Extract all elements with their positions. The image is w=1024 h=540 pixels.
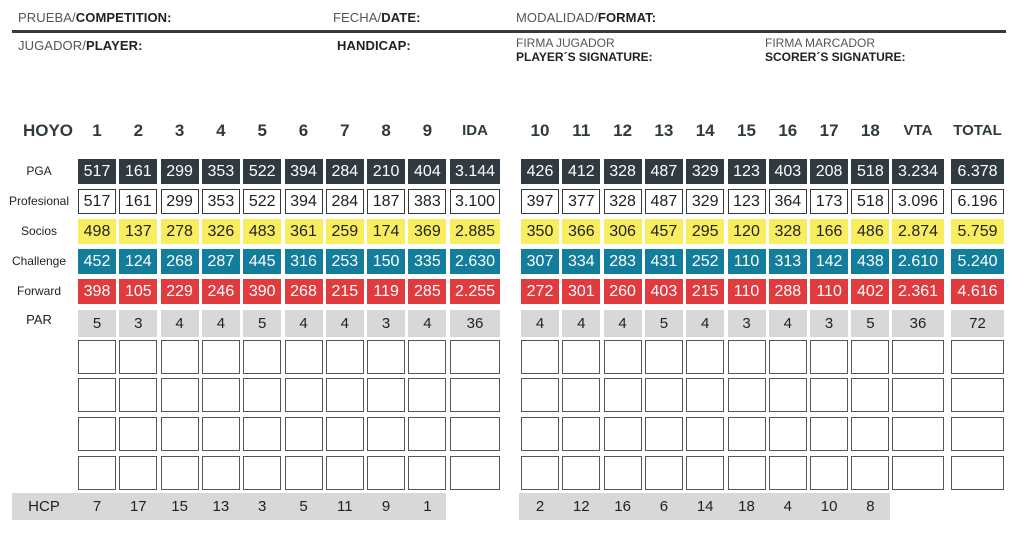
yardage-cell: 431 xyxy=(645,249,683,274)
hcp-cell: 9 xyxy=(367,493,405,520)
par-cell: 4 xyxy=(562,310,600,337)
yardage-cell: 522 xyxy=(243,189,281,214)
yardage-cell: 498 xyxy=(78,219,116,244)
yardage-cell: 335 xyxy=(408,249,446,274)
hole-number: 12 xyxy=(613,121,633,140)
yardage-cell: 299 xyxy=(161,189,199,214)
par-cell: 3 xyxy=(367,310,405,337)
score-input-box[interactable] xyxy=(728,378,766,412)
hcp-cell: 1 xyxy=(408,493,446,520)
tee-label: Forward xyxy=(16,284,61,298)
yardage-cell: 174 xyxy=(367,219,405,244)
yardage-cell: 284 xyxy=(326,159,364,184)
yardage-cell: 252 xyxy=(686,249,724,274)
yardage-cell: 328 xyxy=(769,219,807,244)
yardage-cell: 288 xyxy=(769,279,807,304)
yardage-cell: 487 xyxy=(645,189,683,214)
score-input-box[interactable] xyxy=(408,417,446,451)
hcp-label: HCP xyxy=(12,493,76,520)
header-divider xyxy=(12,30,1006,33)
yardage-cell: 5.759 xyxy=(951,219,1004,244)
score-input-box[interactable] xyxy=(892,417,944,451)
score-input-box[interactable] xyxy=(810,340,848,374)
yardage-cell: 486 xyxy=(851,219,889,244)
score-input-box[interactable] xyxy=(161,417,199,451)
score-input-box[interactable] xyxy=(367,340,405,374)
yardage-cell: 124 xyxy=(119,249,157,274)
yardage-cell: 161 xyxy=(119,159,157,184)
yardage-cell: 5.240 xyxy=(951,249,1004,274)
yardage-cell: 2.630 xyxy=(450,249,500,274)
yardage-cell: 137 xyxy=(119,219,157,244)
score-input-box[interactable] xyxy=(78,340,116,374)
hcp-cell: 4 xyxy=(769,493,807,520)
yardage-cell: 2.610 xyxy=(892,249,944,274)
hcp-cell: 8 xyxy=(851,493,889,520)
yardage-cell: 369 xyxy=(408,219,446,244)
hcp-cell: 14 xyxy=(686,493,724,520)
in-column-label: VTA xyxy=(903,122,933,139)
yardage-cell: 120 xyxy=(728,219,766,244)
hole-number: 14 xyxy=(695,121,715,140)
score-input-box[interactable] xyxy=(521,340,559,374)
hole-number: 5 xyxy=(257,121,267,140)
score-input-box[interactable] xyxy=(686,378,724,412)
format-label: MODALIDAD/FORMAT: xyxy=(516,10,657,25)
score-input-box[interactable] xyxy=(851,340,889,374)
yardage-cell: 403 xyxy=(769,159,807,184)
hcp-cell: 18 xyxy=(728,493,766,520)
yardage-cell: 260 xyxy=(604,279,642,304)
yardage-cell: 483 xyxy=(243,219,281,244)
handicap-label: HANDICAP: xyxy=(337,38,411,53)
score-input-box[interactable] xyxy=(450,417,500,451)
score-input-box[interactable] xyxy=(645,417,683,451)
yardage-cell: 398 xyxy=(78,279,116,304)
score-input-box[interactable] xyxy=(810,417,848,451)
yardage-cell: 210 xyxy=(367,159,405,184)
hole-number: 18 xyxy=(860,121,880,140)
hcp-cell: 10 xyxy=(810,493,848,520)
yardage-cell: 285 xyxy=(408,279,446,304)
score-input-box[interactable] xyxy=(243,456,281,490)
competition-label: PRUEBA/COMPETITION: xyxy=(18,10,172,25)
hole-number: 9 xyxy=(422,121,433,140)
yardage-cell: 2.874 xyxy=(892,219,944,244)
score-input-box[interactable] xyxy=(810,378,848,412)
yardage-cell: 2.255 xyxy=(450,279,500,304)
yardage-cell: 518 xyxy=(851,189,889,214)
score-input-box[interactable] xyxy=(851,456,889,490)
yardage-cell: 166 xyxy=(810,219,848,244)
score-input-box[interactable] xyxy=(769,340,807,374)
score-input-box[interactable] xyxy=(951,456,1004,490)
yardage-cell: 123 xyxy=(728,159,766,184)
score-input-box[interactable] xyxy=(645,340,683,374)
score-input-box[interactable] xyxy=(521,417,559,451)
yardage-cell: 377 xyxy=(562,189,600,214)
hole-number: 4 xyxy=(216,121,226,140)
score-input-box[interactable] xyxy=(769,456,807,490)
score-input-box[interactable] xyxy=(645,378,683,412)
hcp-cell: 17 xyxy=(119,493,157,520)
score-input-box[interactable] xyxy=(119,378,157,412)
score-input-box[interactable] xyxy=(604,340,642,374)
hole-number: 6 xyxy=(298,121,309,140)
score-input-box[interactable] xyxy=(161,378,199,412)
yardage-cell: 329 xyxy=(686,159,724,184)
score-input-box[interactable] xyxy=(161,340,199,374)
score-input-box[interactable] xyxy=(78,378,116,412)
player-signature-label: FIRMA JUGADOR PLAYER´S SIGNATURE: xyxy=(516,36,653,64)
yardage-cell: 295 xyxy=(686,219,724,244)
yardage-cell: 301 xyxy=(562,279,600,304)
hole-number: 3 xyxy=(174,121,185,140)
par-cell: 36 xyxy=(892,310,944,337)
yardage-cell: 403 xyxy=(645,279,683,304)
hole-number: 17 xyxy=(819,121,839,140)
score-input-box[interactable] xyxy=(202,340,240,374)
score-input-box[interactable] xyxy=(243,417,281,451)
score-input-box[interactable] xyxy=(78,456,116,490)
yardage-cell: 187 xyxy=(367,189,405,214)
hcp-cell: 5 xyxy=(285,493,323,520)
yardage-cell: 150 xyxy=(367,249,405,274)
score-input-box[interactable] xyxy=(285,340,323,374)
yardage-cell: 445 xyxy=(243,249,281,274)
score-input-box[interactable] xyxy=(686,340,724,374)
yardage-cell: 287 xyxy=(202,249,240,274)
par-cell: 5 xyxy=(243,310,281,337)
score-input-box[interactable] xyxy=(326,456,364,490)
yardage-cell: 6.378 xyxy=(951,159,1004,184)
yardage-cell: 452 xyxy=(78,249,116,274)
score-input-box[interactable] xyxy=(728,417,766,451)
yardage-cell: 426 xyxy=(521,159,559,184)
total-column-label: TOTAL xyxy=(953,122,1002,139)
hole-number: 11 xyxy=(572,121,591,140)
hole-number: 8 xyxy=(381,121,391,140)
hole-number: 1 xyxy=(92,121,102,140)
yardage-cell: 6.196 xyxy=(951,189,1004,214)
yardage-cell: 4.616 xyxy=(951,279,1004,304)
yardage-cell: 366 xyxy=(562,219,600,244)
yardage-cell: 364 xyxy=(769,189,807,214)
score-input-box[interactable] xyxy=(243,340,281,374)
date-label: FECHA/DATE: xyxy=(333,10,421,25)
hcp-cell: 3 xyxy=(243,493,281,520)
yardage-cell: 457 xyxy=(645,219,683,244)
hcp-cell: 13 xyxy=(202,493,240,520)
yardage-cell: 215 xyxy=(326,279,364,304)
par-label: PAR xyxy=(26,312,52,327)
yardage-cell: 268 xyxy=(285,279,323,304)
score-input-box[interactable] xyxy=(285,417,323,451)
score-input-box[interactable] xyxy=(367,417,405,451)
score-input-box[interactable] xyxy=(604,417,642,451)
yardage-cell: 268 xyxy=(161,249,199,274)
score-input-box[interactable] xyxy=(686,456,724,490)
score-input-box[interactable] xyxy=(202,417,240,451)
yardage-cell: 353 xyxy=(202,159,240,184)
yardage-cell: 334 xyxy=(562,249,600,274)
score-input-box[interactable] xyxy=(119,340,157,374)
par-cell: 4 xyxy=(161,310,199,337)
yardage-cell: 394 xyxy=(285,159,323,184)
yardage-cell: 438 xyxy=(851,249,889,274)
yardage-cell: 353 xyxy=(202,189,240,214)
yardage-cell: 215 xyxy=(686,279,724,304)
score-input-box[interactable] xyxy=(562,340,600,374)
hole-number: 2 xyxy=(133,121,144,140)
yardage-cell: 3.234 xyxy=(892,159,944,184)
yardage-cell: 283 xyxy=(604,249,642,274)
score-input-box[interactable] xyxy=(728,456,766,490)
score-input-box[interactable] xyxy=(892,378,944,412)
yardage-cell: 383 xyxy=(408,189,446,214)
yardage-cell: 326 xyxy=(202,219,240,244)
score-input-box[interactable] xyxy=(285,456,323,490)
score-input-box[interactable] xyxy=(202,456,240,490)
score-input-box[interactable] xyxy=(408,340,446,374)
yardage-cell: 123 xyxy=(728,189,766,214)
score-input-box[interactable] xyxy=(78,417,116,451)
hcp-cell: 11 xyxy=(326,493,364,520)
score-input-box[interactable] xyxy=(604,378,642,412)
score-input-box[interactable] xyxy=(645,456,683,490)
par-cell: 36 xyxy=(450,310,500,337)
yardage-cell: 329 xyxy=(686,189,724,214)
yardage-cell: 397 xyxy=(521,189,559,214)
score-input-box[interactable] xyxy=(851,378,889,412)
yardage-cell: 246 xyxy=(202,279,240,304)
par-cell: 3 xyxy=(119,310,157,337)
score-input-box[interactable] xyxy=(521,378,559,412)
yardage-cell: 284 xyxy=(326,189,364,214)
yardage-cell: 173 xyxy=(810,189,848,214)
yardage-cell: 2.885 xyxy=(450,219,500,244)
yardage-cell: 412 xyxy=(562,159,600,184)
score-input-box[interactable] xyxy=(851,417,889,451)
yardage-cell: 361 xyxy=(285,219,323,244)
hole-number: 7 xyxy=(340,121,350,140)
par-cell: 5 xyxy=(645,310,683,337)
score-input-box[interactable] xyxy=(450,378,500,412)
par-cell: 4 xyxy=(408,310,446,337)
score-input-box[interactable] xyxy=(326,378,364,412)
yardage-cell: 402 xyxy=(851,279,889,304)
hole-number: 16 xyxy=(778,121,798,140)
hole-number: 10 xyxy=(530,121,550,140)
score-input-box[interactable] xyxy=(686,417,724,451)
yardage-cell: 142 xyxy=(810,249,848,274)
yardage-cell: 278 xyxy=(161,219,199,244)
score-input-box[interactable] xyxy=(892,340,944,374)
hcp-cell: 15 xyxy=(161,493,199,520)
scorer-signature-label: FIRMA MARCADOR SCORER´S SIGNATURE: xyxy=(765,36,906,64)
score-input-box[interactable] xyxy=(769,378,807,412)
yardage-cell: 110 xyxy=(728,279,766,304)
par-cell: 4 xyxy=(285,310,323,337)
score-input-box[interactable] xyxy=(951,378,1004,412)
yardage-cell: 517 xyxy=(78,159,116,184)
score-input-box[interactable] xyxy=(326,417,364,451)
yardage-cell: 105 xyxy=(119,279,157,304)
score-input-box[interactable] xyxy=(892,456,944,490)
yardage-cell: 517 xyxy=(78,189,116,214)
score-input-box[interactable] xyxy=(728,340,766,374)
score-input-box[interactable] xyxy=(326,340,364,374)
yardage-cell: 272 xyxy=(521,279,559,304)
yardage-cell: 390 xyxy=(243,279,281,304)
hcp-cell: 6 xyxy=(645,493,683,520)
hcp-cell: 12 xyxy=(562,493,600,520)
par-cell: 3 xyxy=(728,310,766,337)
score-input-box[interactable] xyxy=(119,417,157,451)
yardage-cell: 229 xyxy=(161,279,199,304)
score-input-box[interactable] xyxy=(202,378,240,412)
par-cell: 72 xyxy=(951,310,1004,337)
yardage-cell: 208 xyxy=(810,159,848,184)
par-cell: 4 xyxy=(202,310,240,337)
yardage-cell: 487 xyxy=(645,159,683,184)
hcp-cell: 2 xyxy=(521,493,559,520)
score-input-box[interactable] xyxy=(408,378,446,412)
score-input-box[interactable] xyxy=(161,456,199,490)
hcp-cell: 7 xyxy=(78,493,116,520)
score-input-box[interactable] xyxy=(810,456,848,490)
yardage-cell: 313 xyxy=(769,249,807,274)
yardage-cell: 253 xyxy=(326,249,364,274)
yardage-cell: 306 xyxy=(604,219,642,244)
par-cell: 5 xyxy=(851,310,889,337)
yardage-cell: 119 xyxy=(367,279,405,304)
score-input-box[interactable] xyxy=(769,417,807,451)
par-cell: 4 xyxy=(521,310,559,337)
yardage-cell: 110 xyxy=(728,249,766,274)
par-cell: 3 xyxy=(810,310,848,337)
tee-label: Socios xyxy=(20,224,58,238)
score-input-box[interactable] xyxy=(450,340,500,374)
hcp-cell: 16 xyxy=(604,493,642,520)
par-cell: 5 xyxy=(78,310,116,337)
par-cell: 4 xyxy=(326,310,364,337)
score-input-box[interactable] xyxy=(285,378,323,412)
yardage-cell: 328 xyxy=(604,189,642,214)
score-input-box[interactable] xyxy=(562,456,600,490)
yardage-cell: 518 xyxy=(851,159,889,184)
score-input-box[interactable] xyxy=(951,340,1004,374)
yardage-cell: 328 xyxy=(604,159,642,184)
score-input-box[interactable] xyxy=(243,378,281,412)
score-input-box[interactable] xyxy=(604,456,642,490)
yardage-cell: 161 xyxy=(119,189,157,214)
score-input-box[interactable] xyxy=(951,417,1004,451)
par-cell: 4 xyxy=(604,310,642,337)
out-column-label: IDA xyxy=(462,122,488,139)
score-input-box[interactable] xyxy=(450,456,500,490)
score-input-box[interactable] xyxy=(562,417,600,451)
score-input-box[interactable] xyxy=(367,378,405,412)
score-input-box[interactable] xyxy=(521,456,559,490)
yardage-cell: 3.096 xyxy=(892,189,944,214)
score-input-box[interactable] xyxy=(367,456,405,490)
yardage-cell: 394 xyxy=(285,189,323,214)
yardage-cell: 316 xyxy=(285,249,323,274)
score-input-box[interactable] xyxy=(119,456,157,490)
yardage-cell: 522 xyxy=(243,159,281,184)
hole-number: 15 xyxy=(737,121,756,140)
score-input-box[interactable] xyxy=(408,456,446,490)
player-label: JUGADOR/PLAYER: xyxy=(18,38,143,53)
yardage-cell: 404 xyxy=(408,159,446,184)
score-input-box[interactable] xyxy=(562,378,600,412)
par-cell: 4 xyxy=(686,310,724,337)
yardage-cell: 307 xyxy=(521,249,559,274)
hole-column-label: HOYO xyxy=(22,121,74,140)
hole-number: 13 xyxy=(654,121,674,140)
yardage-cell: 3.144 xyxy=(450,159,500,184)
yardage-cell: 259 xyxy=(326,219,364,244)
tee-label: Profesional xyxy=(8,194,70,208)
par-cell: 4 xyxy=(769,310,807,337)
yardage-cell: 110 xyxy=(810,279,848,304)
yardage-cell: 299 xyxy=(161,159,199,184)
tee-label: Challenge xyxy=(11,254,67,268)
yardage-cell: 350 xyxy=(521,219,559,244)
yardage-cell: 2.361 xyxy=(892,279,944,304)
tee-label: PGA xyxy=(26,164,52,178)
yardage-cell: 3.100 xyxy=(450,189,500,214)
